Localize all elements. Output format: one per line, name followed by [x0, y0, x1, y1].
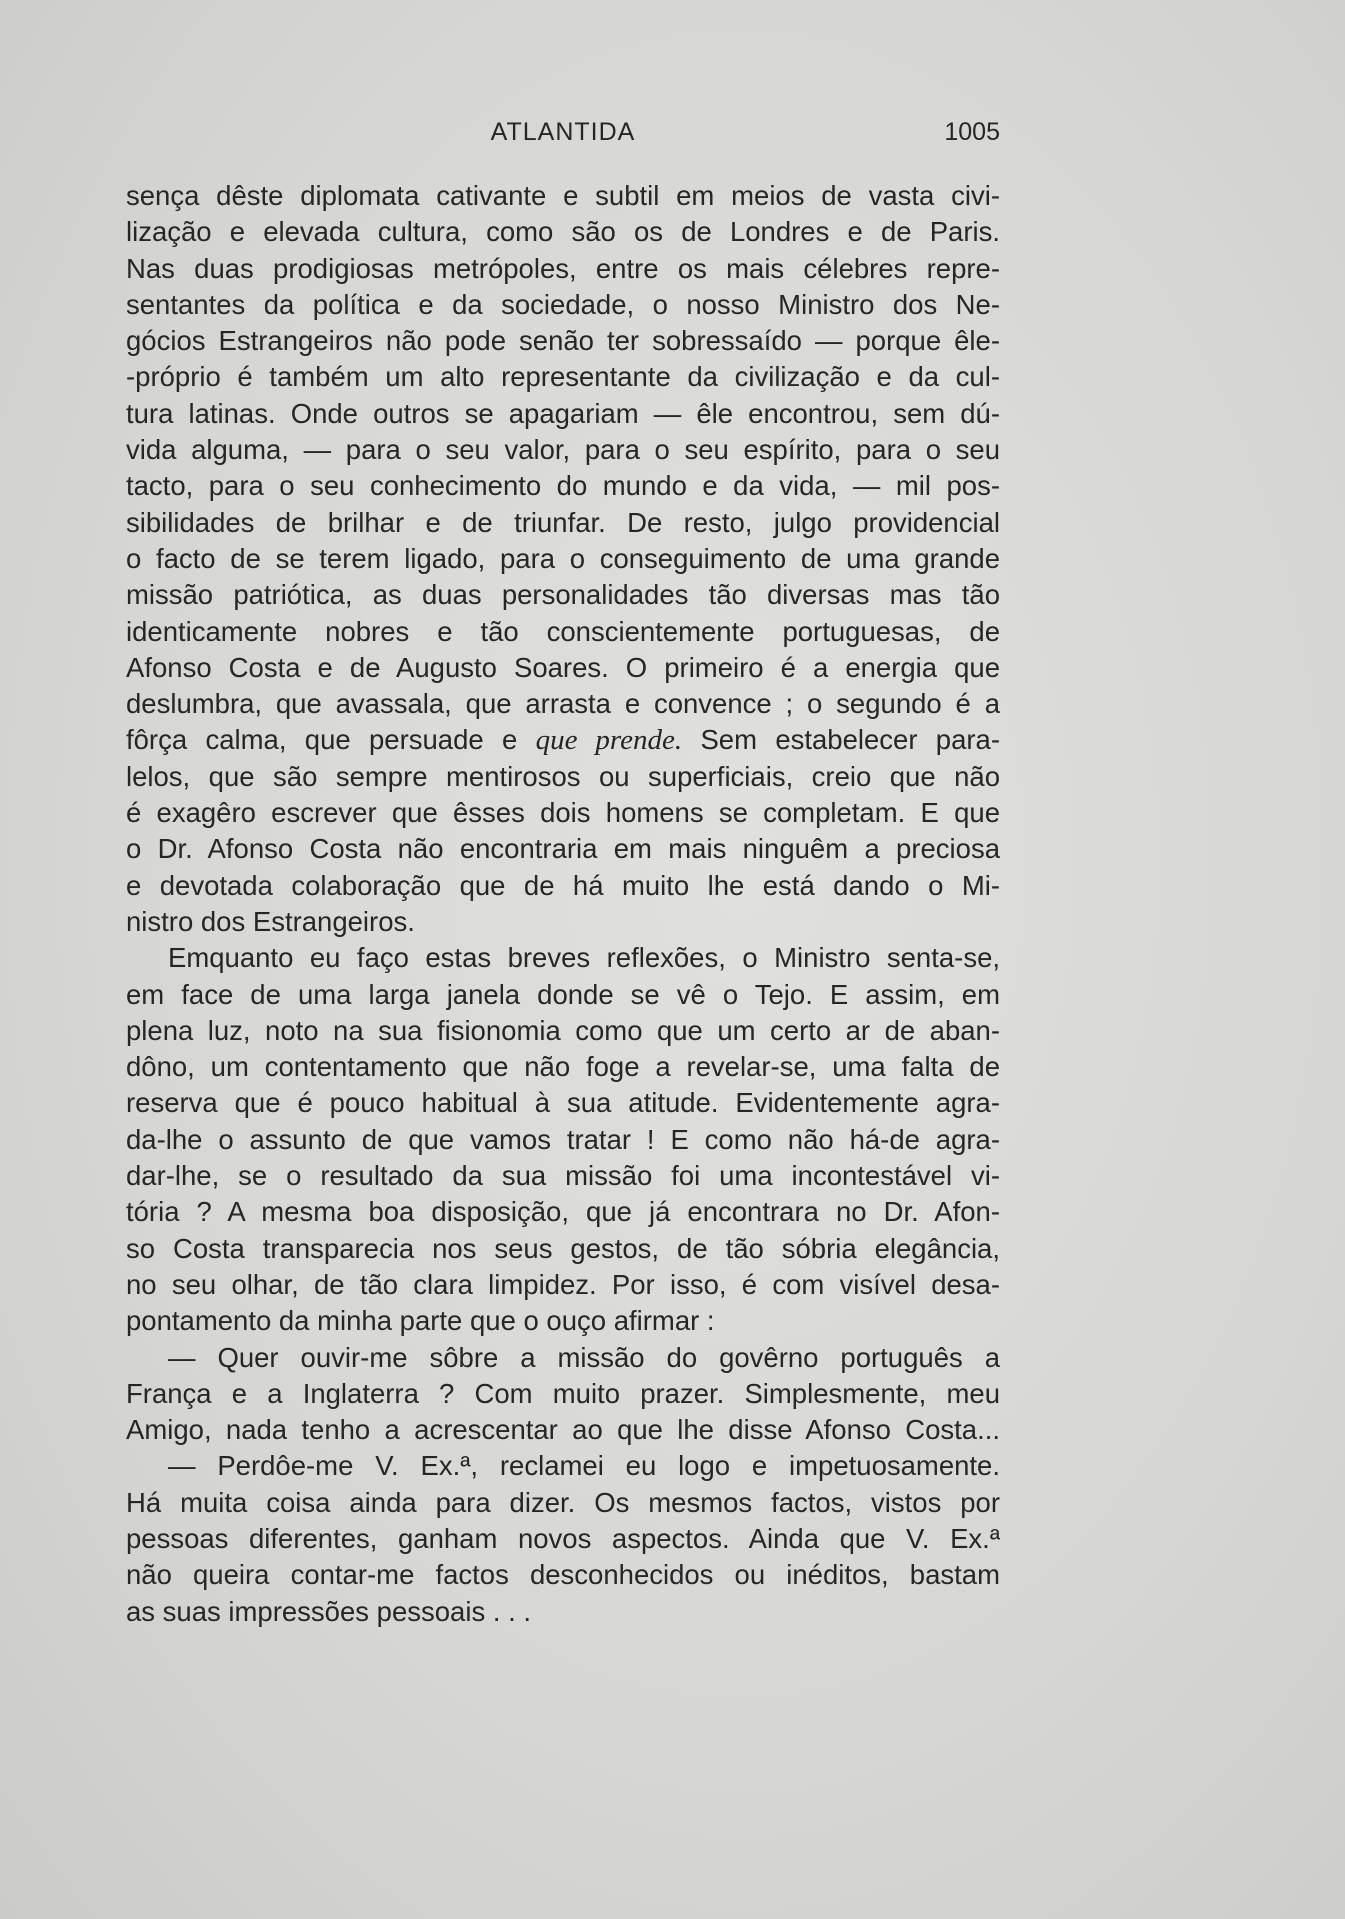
italic-phrase: que prende.	[535, 724, 683, 757]
text-line: lelos, que são sempre mentirosos ou superficiais, creio que não	[126, 760, 1000, 792]
text-line: Amigo, nada tenho a acrescentar ao que lhe disse Afonso Costa...	[126, 1414, 1000, 1446]
text-line: nistro dos Estrangeiros.	[126, 905, 415, 937]
text-line: dar-lhe, se o resultado da sua missão foi uma incontestável vi-	[126, 1160, 1000, 1192]
text-line: missão patriótica, as duas personalidades tão diversas mas tão	[126, 579, 1000, 611]
page-number: 1005	[944, 118, 1000, 146]
text-line: as suas impressões pessoais . . .	[126, 1595, 532, 1627]
text-line: sibilidades de brilhar e de triunfar. De resto, julgo providencial	[126, 506, 1000, 538]
text-line: so Costa transparecia nos seus gestos, de tão sóbria elegância,	[126, 1232, 1000, 1264]
text-line: pessoas diferentes, ganham novos aspectos. Ainda que V. Ex.ª	[126, 1522, 1000, 1554]
running-head	[126, 118, 1000, 158]
text-line: Há muita coisa ainda para dizer. Os mesmos factos, vistos por	[126, 1486, 1000, 1518]
text-line: tória ? A mesma boa disposição, que já encontrara no Dr. Afon-	[126, 1196, 1000, 1228]
text-line: o facto de se terem ligado, para o conseguimento de uma grande	[126, 542, 1000, 574]
text-line: — Quer ouvir-me sôbre a missão do govêrno português a	[168, 1341, 1000, 1373]
text-segment: fôrça calma, que persuade e	[126, 724, 536, 756]
text-segment: Sem estabelecer para-	[682, 724, 1000, 756]
running-head-title: ATLANTIDA	[490, 118, 636, 146]
text-line: dôno, um contentamento que não foge a revelar-se, uma falta de	[126, 1051, 1000, 1083]
text-line: -próprio é também um alto representante da civilização e da cul-	[126, 361, 1000, 393]
text-line: Afonso Costa e de Augusto Soares. O primeiro é a energia que	[126, 651, 1000, 683]
text-line: pontamento da minha parte que o ouço afirmar :	[126, 1305, 715, 1337]
text-line: tura latinas. Onde outros se apagariam — êle encontrou, sem dú-	[126, 397, 1000, 429]
text-line: França e a Inglaterra ? Com muito prazer. Simplesmente, meu	[126, 1377, 1000, 1409]
text-line: no seu olhar, de tão clara limpidez. Por isso, é com visível desa-	[126, 1268, 1000, 1300]
text-line: reserva que é pouco habitual à sua atitude. Evidentemente agra-	[126, 1087, 1000, 1119]
text-line: o Dr. Afonso Costa não encontraria em mais ninguêm a preciosa	[126, 833, 1000, 865]
text-line: Emquanto eu faço estas breves reflexões, o Ministro senta-se,	[168, 942, 1000, 974]
text-line-with-italic	[126, 722, 1000, 758]
text-line: — Perdôe-me V. Ex.ª, reclamei eu logo e impetuosamente.	[168, 1450, 1000, 1482]
text-line: é exagêro escrever que êsses dois homens se completam. E que	[126, 797, 1000, 829]
text-line: da-lhe o assunto de que vamos tratar ! E como não há-de agra-	[126, 1123, 1000, 1155]
text-line: plena luz, noto na sua fisionomia como que um certo ar de aban-	[126, 1014, 1000, 1046]
text-line: deslumbra, que avassala, que arrasta e convence ; o segundo é a	[126, 688, 1000, 720]
text-line: não queira contar-me factos desconhecidos ou inéditos, bastam	[126, 1559, 1000, 1591]
text-line: e devotada colaboração que de há muito lhe está dando o Mi-	[126, 869, 1000, 901]
text-line: tacto, para o seu conhecimento do mundo e da vida, — mil pos-	[126, 470, 1000, 502]
text-line: em face de uma larga janela donde se vê o Tejo. E assim, em	[126, 978, 1000, 1010]
text-line: vida alguma, — para o seu valor, para o seu espírito, para o seu	[126, 434, 1000, 466]
text-line: sentantes da política e da sociedade, o nosso Ministro dos Ne-	[126, 288, 1000, 320]
body-text	[126, 178, 1000, 1630]
text-line: identicamente nobres e tão conscientemente portuguesas, de	[126, 615, 1000, 647]
text-line: lização e elevada cultura, como são os de Londres e de Paris.	[126, 216, 1000, 248]
text-line: Nas duas prodigiosas metrópoles, entre os mais célebres repre-	[126, 252, 1000, 284]
text-line: sença dêste diplomata cativante e subtil em meios de vasta civi-	[126, 180, 1000, 211]
text-line: gócios Estrangeiros não pode senão ter sobressaído — porque êle-	[126, 325, 1000, 357]
